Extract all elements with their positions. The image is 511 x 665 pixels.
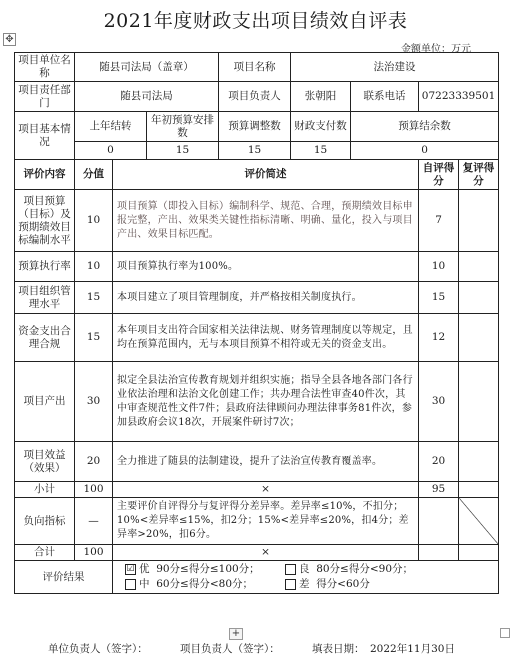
resp-dept-label: 项目责任部门 <box>15 82 75 112</box>
basic-header-balance: 预算结余数 <box>351 112 499 142</box>
grade-option-excellent[interactable]: ☑ 优 90分≤得分≤100分； <box>126 563 260 575</box>
header-re-score: 复评得分 <box>459 160 499 190</box>
eval-re <box>459 362 499 442</box>
table-row <box>15 142 499 160</box>
result-row <box>15 561 499 594</box>
project-name-value: 法治建设 <box>291 53 499 82</box>
eval-item: 预算执行率 <box>15 252 75 282</box>
negative-desc: 主要评价自评得分与复评得分差异率。差异率≤10%，不扣分；10%<差异率≤15%，扣2分；15%<差异率≤20%，扣4分；差异率>20%，扣6分。 <box>113 498 419 545</box>
eval-re <box>459 314 499 362</box>
header-score: 分值 <box>75 160 113 190</box>
eval-desc: 本项目建立了项目管理制度，并严格按相关制度执行。 <box>113 282 419 314</box>
basic-value-paid: 15 <box>291 142 351 160</box>
table-row <box>15 314 499 362</box>
eval-item: 项目效益（效果） <box>15 442 75 482</box>
eval-item: 项目产出 <box>15 362 75 442</box>
evaluation-table <box>14 52 499 594</box>
basic-info-label: 项目基本情况 <box>15 112 75 160</box>
negative-self <box>419 498 459 545</box>
eval-self: 15 <box>419 282 459 314</box>
grade-option-poor[interactable]: 差 得分<60分 <box>285 577 370 592</box>
eval-desc: 全力推进了随县的法制建设，提升了法治宣传教育覆盖率。 <box>113 442 419 482</box>
basic-header-budget: 年初预算安排数 <box>147 112 219 142</box>
eval-item: 项目预算（目标）及预期绩效目标编制水平 <box>15 190 75 252</box>
eval-desc: 项目预算执行率为100%。 <box>113 252 419 282</box>
header-desc: 评价简述 <box>113 160 419 190</box>
grade-option-medium[interactable]: 中 60分≤得分<80分； <box>125 577 285 592</box>
amount-unit: 金额单位：万元 <box>401 44 471 55</box>
phone-value: 07223339501 <box>419 82 499 112</box>
unit-label: 项目单位名称 <box>15 53 75 82</box>
table-row <box>15 82 499 112</box>
result-options <box>113 561 499 594</box>
table-row <box>15 190 499 252</box>
table-row <box>15 442 499 482</box>
eval-re <box>459 442 499 482</box>
total-label: 合计 <box>15 545 75 561</box>
eval-self: 7 <box>419 190 459 252</box>
eval-desc: 拟定全县法治宣传教育规划并组织实施；指导全县各地各部门各行业依法治理和法治文化创建工作；共办理合法性审查40件次，其中审查规范性文件7件；县政府法律顾问办理法律事务81件次，参加县政府会议18次，开展案件研讨7次； <box>113 362 419 442</box>
basic-header-carryover: 上年结转 <box>75 112 147 142</box>
eval-score: 15 <box>75 314 113 362</box>
eval-score: 30 <box>75 362 113 442</box>
grade-checkbox[interactable] <box>285 579 296 590</box>
eval-re <box>459 282 499 314</box>
eval-item: 资金支出合理合规 <box>15 314 75 362</box>
table-row <box>15 252 499 282</box>
fill-date-value: 2022年11月30日 <box>370 643 455 655</box>
eval-score: 20 <box>75 442 113 482</box>
basic-header-paid: 财政支付数 <box>291 112 351 142</box>
subtotal-mark: × <box>113 482 419 498</box>
eval-re <box>459 252 499 282</box>
result-label: 评价结果 <box>15 561 113 594</box>
basic-value-adjust: 15 <box>219 142 291 160</box>
total-mark: × <box>113 545 419 561</box>
basic-value-balance: 0 <box>351 142 499 160</box>
eval-score: 15 <box>75 282 113 314</box>
negative-score: — <box>75 498 113 545</box>
table-row <box>15 362 499 442</box>
eval-re <box>459 190 499 252</box>
negative-label: 负向指标 <box>15 498 75 545</box>
subtotal-self: 95 <box>419 482 459 498</box>
eval-self: 10 <box>419 252 459 282</box>
eval-score: 10 <box>75 252 113 282</box>
unit-leader-signature: 单位负责人（签字）： <box>48 643 148 655</box>
table-row <box>15 160 499 190</box>
table-resize-handle-icon[interactable] <box>500 628 510 638</box>
total-score: 100 <box>75 545 113 561</box>
fill-date-label: 填表日期： <box>312 643 365 655</box>
eval-self: 20 <box>419 442 459 482</box>
table-move-handle-icon[interactable]: ✥ <box>3 33 16 46</box>
total-row <box>15 545 499 561</box>
eval-desc: 本年项目支出符合国家相关法律法规、财务管理制度以等规定，且均在预算范围内，无与本项目预算不相符或无关的资金支出。 <box>113 314 419 362</box>
project-leader-signature: 项目负责人（签字）： <box>180 643 280 655</box>
grade-option-good[interactable]: 良 80分≤得分<90分； <box>285 562 413 577</box>
basic-header-adjust: 预算调整数 <box>219 112 291 142</box>
phone-label: 联系电话 <box>351 82 419 112</box>
basic-value-budget: 15 <box>147 142 219 160</box>
total-self <box>419 545 459 561</box>
table-row <box>15 112 499 142</box>
add-row-icon[interactable]: + <box>229 628 243 640</box>
subtotal-label: 小计 <box>15 482 75 498</box>
basic-value-carryover: 0 <box>75 142 147 160</box>
negative-row <box>15 498 499 545</box>
project-name-label: 项目名称 <box>219 53 291 82</box>
subtotal-row <box>15 482 499 498</box>
eval-score: 10 <box>75 190 113 252</box>
header-self-score: 自评得分 <box>419 160 459 190</box>
leader-value: 张朝阳 <box>291 82 351 112</box>
total-re <box>459 545 499 561</box>
eval-self: 30 <box>419 362 459 442</box>
grade-checkbox[interactable] <box>125 579 136 590</box>
negative-re-diagonal <box>459 498 499 545</box>
table-row <box>15 53 499 82</box>
eval-desc: 项目预算（即投入目标）编制科学、规范、合理，预期绩效目标申报完整，产出、效果类关键性指标清晰、明确、量化，投入与项目产出、效果目标匹配。 <box>113 190 419 252</box>
unit-value: 随县司法局（盖章） <box>75 53 219 82</box>
grade-checkbox[interactable] <box>285 564 296 575</box>
grade-checkbox[interactable]: ☑ <box>126 564 135 574</box>
leader-label: 项目负责人 <box>219 82 291 112</box>
subtotal-score: 100 <box>75 482 113 498</box>
subtotal-re <box>459 482 499 498</box>
resp-dept-value: 随县司法局 <box>75 82 219 112</box>
page-title: 2021年度财政支出项目绩效自评表 <box>103 10 408 32</box>
eval-self: 12 <box>419 314 459 362</box>
header-eval-content: 评价内容 <box>15 160 75 190</box>
eval-item: 项目组织管理水平 <box>15 282 75 314</box>
table-row <box>15 282 499 314</box>
